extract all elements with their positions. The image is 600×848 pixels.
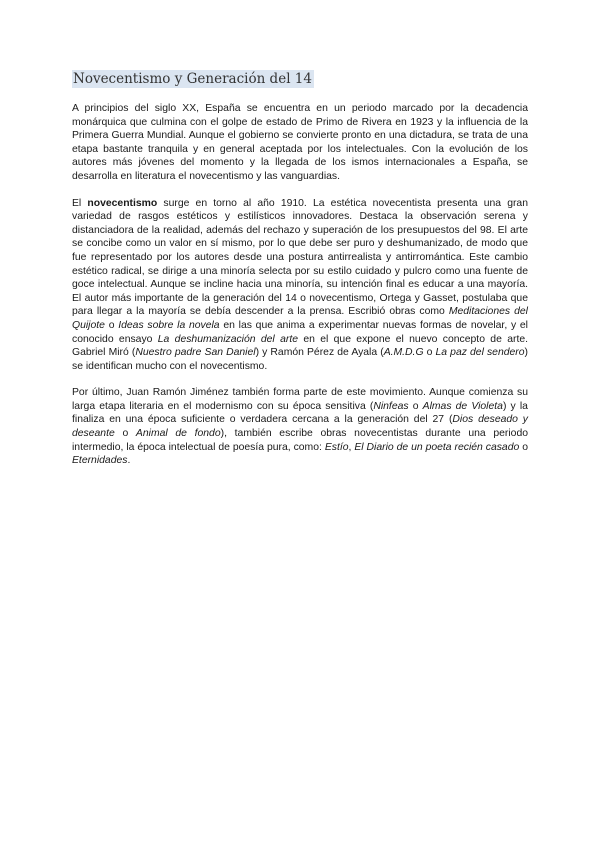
document-page: [72, 70, 528, 481]
text-span: o: [423, 347, 436, 359]
work-title: A.M.D.G: [383, 347, 424, 359]
work-title: Animal de fondo: [135, 428, 221, 440]
work-title: Ideas sobre la novela: [118, 319, 220, 331]
work-title: La paz del sendero: [435, 347, 525, 359]
bold-term-novecentismo: novecentismo: [87, 197, 158, 209]
work-title: Ninfeas: [373, 400, 409, 412]
text-span: o: [408, 400, 423, 412]
work-title: Almas de Violeta: [422, 400, 503, 412]
text-span: ) y Ramón Pérez de Ayala (: [255, 347, 384, 359]
text-span: El: [72, 197, 88, 209]
work-title: Dios deseado y deseante: [72, 414, 529, 440]
paragraph-juan-ramon: [72, 386, 528, 468]
text-span: Por último, Juan Ramón Jiménez también forma parte de este movimiento. Aunque comienza su larga etapa literaria en el modernismo con su época sensitiva (: [72, 387, 528, 412]
text-span: en el que expone el nuevo concepto de arte. Gabriel Miró (: [72, 333, 528, 359]
text-span: ) y la finaliza en una época suficiente o verdadera cercana a la generación del 27 (: [72, 400, 528, 426]
text-span: o: [519, 441, 528, 453]
text-span: .: [127, 455, 131, 467]
work-title: La deshumanización del arte: [157, 333, 298, 345]
text-span: ,: [348, 441, 355, 453]
work-title: Meditaciones del Quijote: [72, 306, 528, 331]
text-span: en las que anima a experimentar nuevas formas de novelar, y el conocido ensayo: [72, 319, 528, 345]
text-span: surge en torno al año 1910. La estética novecentista presenta una gran variedad de rasgos estéticos y estilísticos innovadores. Destaca la observación serena y distanciadora de la realidad, además del rechazo y superación de los presupuestos del 98. El arte se concibe como un valor en sí mismo, por lo que debe ser puro y deshumanizado, de modo que fue representado por los autores desde una postura antirrealista y antirromántica. Este cambio estético radical, se dirige a una minoría selecta por su estilo cuidado y pulcro como una fuente de goce intelectual. Aunque se incline hacia una minoría, su intención final es educar a una mayoría. El autor más importante de la generación del 14 o novecentismo, Ortega y Gasset, postulaba que para llegar a la mayoría se debía descender a la prensa. Escribió obras como: [72, 197, 528, 318]
work-title: Estío: [324, 441, 349, 453]
text-span: ), también escribe obras novecentistas durante una periodo intermedio, la época intelectual de poesía pura, como:: [72, 428, 528, 453]
text-span: o: [114, 428, 136, 440]
document-title: Novecentismo y Generación del 14: [73, 71, 312, 87]
text-span: o: [104, 319, 119, 331]
work-title: Nuestro padre San Daniel: [135, 347, 256, 359]
paragraph-intro: A principios del siglo XX, España se encuentra en un periodo marcado por la decadencia monárquica que culmina con el golpe de estado de Primo de Rivera en 1923 y la influencia de la Primera Guerra Mundial. Aunque el gobierno se convierte pronto en una dictadura, se trata de una etapa bastante tranquila y en general aceptada por los intelectuales. Con la evolución de los autores más jóvenes del momento y la llegada de los ismos internacionales a España, se desarrolla en literatura el novecentismo y las vanguardias.: [72, 103, 528, 182]
paragraph-novecentismo: [72, 197, 528, 374]
text-span: ) se identifican mucho con el novecentismo.: [72, 347, 528, 372]
work-title: El Diario de un poeta recién casado: [354, 441, 520, 453]
work-title: Eternidades: [72, 455, 128, 467]
